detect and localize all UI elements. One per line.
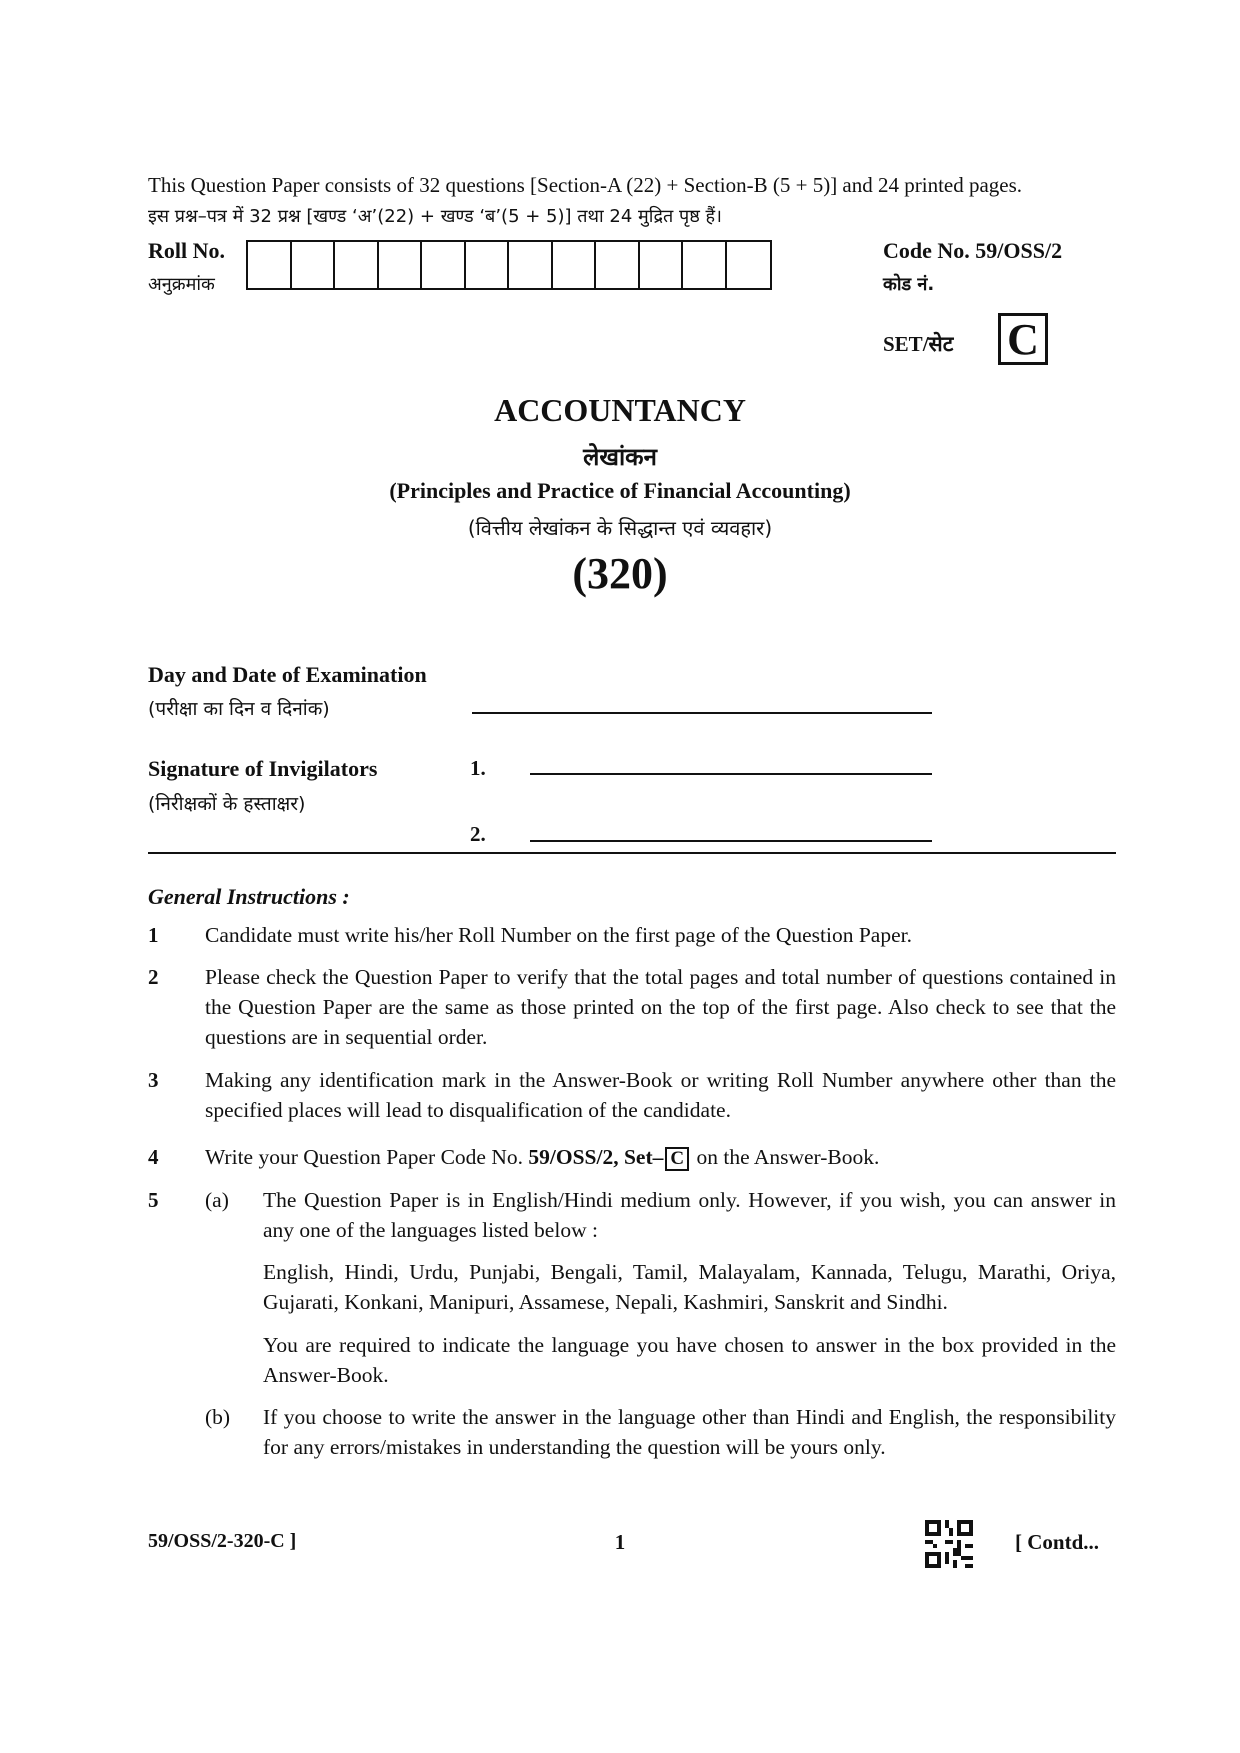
footer-paper-code: 59/OSS/2-320-C ] <box>148 1530 297 1552</box>
roll-digit-box <box>335 242 379 288</box>
sub-item-label: (a) <box>205 1188 229 1212</box>
instruction-number: 4 <box>148 1145 159 1169</box>
signature-number-1: 1. <box>470 756 486 780</box>
subject-subtitle: (Principles and Practice of Financial Accounting) <box>389 478 851 503</box>
roll-digit-box <box>596 242 640 288</box>
invigilator-signature-label-hindi: (निरीक्षकों के हस्ताक्षर) <box>148 793 306 815</box>
instruction-number: 2 <box>148 965 159 989</box>
instruction-number: 1 <box>148 923 159 947</box>
roll-number-boxes <box>246 240 772 290</box>
paper-code: (320) <box>572 549 668 598</box>
exam-date-label-hindi: (परीक्षा का दिन व दिनांक) <box>148 698 330 720</box>
language-list: English, Hindi, Urdu, Punjabi, Bengali, Tamil, Malayalam, Kannada, Telugu, Marathi, Oriya, Gujarati, Konkani, Manipuri, Assamese, Nepali, Kashmiri, Sanskrit and Sindhi. <box>263 1260 1116 1314</box>
set-box: C <box>998 313 1048 365</box>
code-number-label-hindi: कोड नं. <box>883 274 935 295</box>
sub-item-label: (b) <box>205 1405 231 1429</box>
instruction-4-set-box: C <box>665 1147 689 1171</box>
signature-blank-2 <box>530 840 932 842</box>
signature-blank-1 <box>530 773 932 775</box>
instruction-5b-text: If you choose to write the answer in the language other than Hindi and English, the responsibility for any errors/mistakes in understanding the question will be yours only. <box>263 1405 1116 1459</box>
paper-summary-line: This Question Paper consists of 32 questions [Section-A (22) + Section-B (5 + 5)] and 24 printed pages. <box>148 173 1023 197</box>
instruction-text: Making any identification mark in the Answer-Book or writing Roll Number anywhere other than the specified places will lead to disqualification of the candidate. <box>205 1068 1116 1122</box>
instruction-5a-note: You are required to indicate the language you have chosen to answer in the box provided in the Answer-Book. <box>263 1333 1116 1387</box>
exam-date-blank <box>472 712 932 714</box>
page-number: 1 <box>614 1530 626 1554</box>
instruction-text: Candidate must write his/her Roll Number on the first page of the Question Paper. <box>205 923 912 947</box>
paper-summary-line-hindi: इस प्रश्न–पत्र में 32 प्रश्न [खण्ड ‘अ’(22) + खण्ड ‘ब’(5 + 5)] तथा 24 मुद्रित पृष्ठ हैं। <box>148 206 722 227</box>
instruction-text <box>205 1142 1116 1172</box>
signature-number-2: 2. <box>470 822 486 846</box>
roll-no-label: Roll No. <box>148 238 225 263</box>
roll-digit-box <box>683 242 727 288</box>
roll-no-label-hindi: अनुक्रमांक <box>148 274 215 295</box>
subject-subtitle-hindi: (वित्तीय लेखांकन के सिद्धान्त एवं व्यवहार) <box>467 516 773 540</box>
roll-digit-box <box>422 242 466 288</box>
instructions-heading: General Instructions : <box>148 884 350 909</box>
section-divider <box>148 852 1116 854</box>
roll-digit-box <box>727 242 771 288</box>
subject-title: ACCOUNTANCY <box>494 392 746 428</box>
roll-digit-box <box>553 242 597 288</box>
continued-marker: [ Contd... <box>1015 1530 1100 1554</box>
roll-digit-box <box>509 242 553 288</box>
instruction-text: Please check the Question Paper to verify that the total pages and total number of questions contained in the Question Paper are the same as those printed on the top of the first page. Also check to see that the questions are in sequential order. <box>205 965 1116 1049</box>
code-number-label: Code No. 59/OSS/2 <box>883 238 1063 263</box>
roll-digit-box <box>466 242 510 288</box>
instruction-number: 3 <box>148 1068 159 1092</box>
roll-digit-box <box>640 242 684 288</box>
qr-code-icon <box>925 1520 973 1568</box>
set-label: SET/सेट <box>883 332 954 356</box>
instruction-4-text-after: on the Answer-Book. <box>696 1145 880 1169</box>
roll-digit-box <box>379 242 423 288</box>
exam-date-label: Day and Date of Examination <box>148 662 427 687</box>
subject-title-hindi: लेखांकन <box>583 443 657 471</box>
instruction-number: 5 <box>148 1188 159 1212</box>
instruction-5a-text: The Question Paper is in English/Hindi medium only. However, if you wish, you can answer in any one of the languages listed below : <box>263 1188 1116 1242</box>
roll-digit-box <box>248 242 292 288</box>
invigilator-signature-label: Signature of Invigilators <box>148 756 378 781</box>
instruction-4-code: 59/OSS/2, Set– <box>528 1145 664 1169</box>
instruction-4-text-before: Write your Question Paper Code No. <box>205 1145 523 1169</box>
roll-digit-box <box>292 242 336 288</box>
